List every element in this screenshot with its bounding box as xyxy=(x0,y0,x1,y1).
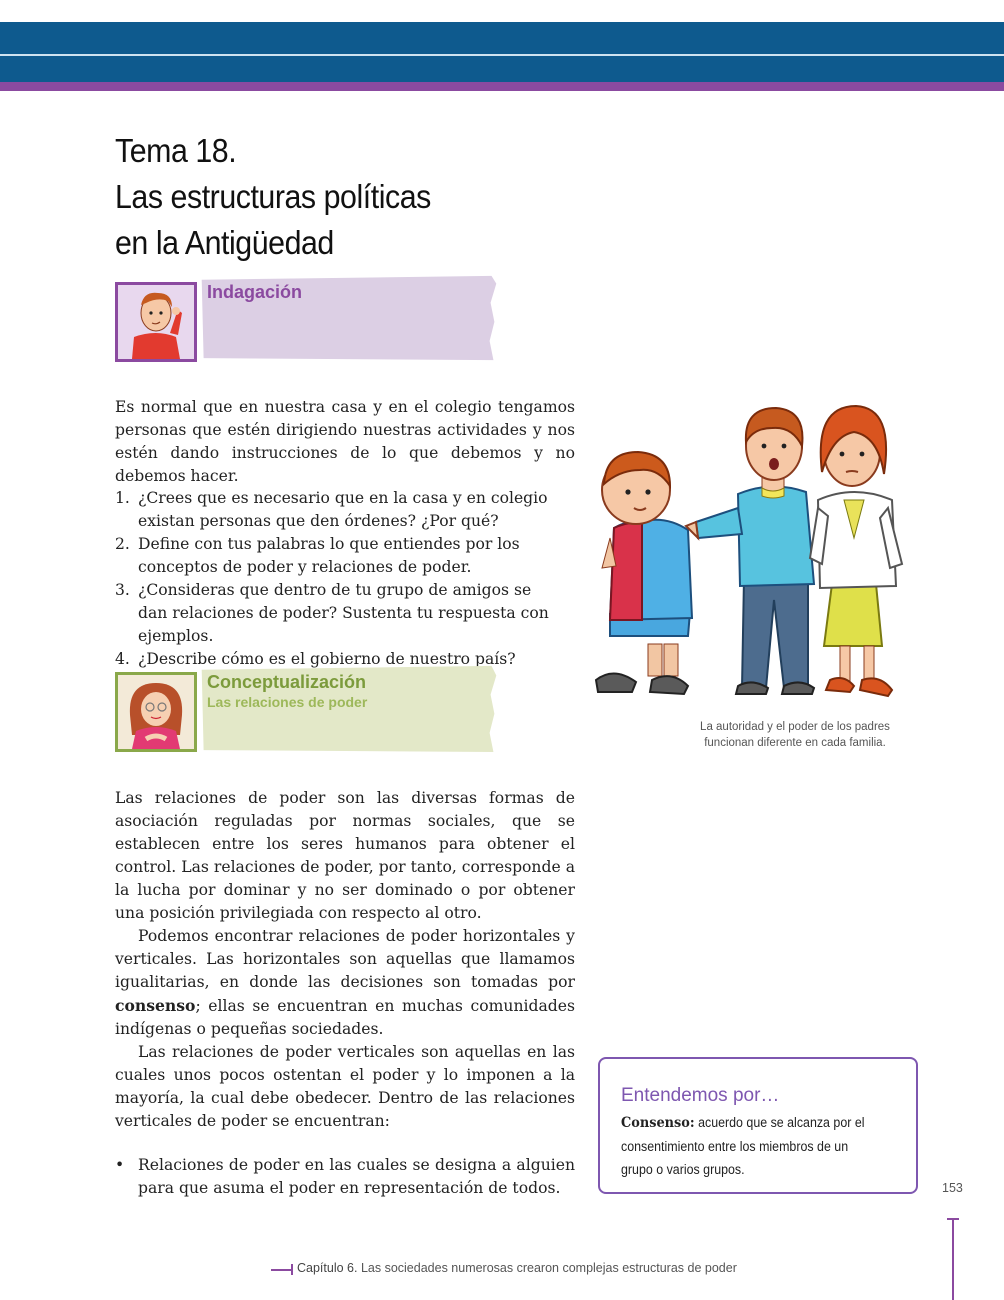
footer-chapter-title xyxy=(297,1261,737,1275)
definition-title: Entendemos por… xyxy=(621,1085,780,1106)
concept-paragraph-2-end: ; ellas se encuentran en muchas comunidades indígenas o pequeñas sociedades. xyxy=(115,997,575,1038)
indagacion-section xyxy=(115,274,515,370)
list-item xyxy=(115,533,565,579)
teacher-girl-icon xyxy=(118,675,194,749)
bullet-list xyxy=(115,1154,575,1200)
family-illustration-icon xyxy=(592,388,928,710)
conceptualizacion-subheading: Las relaciones de poder xyxy=(207,694,368,710)
intro-text: Es normal que en nuestra casa y en el colegio tengamos personas que estén dirigiendo nuestras actividades y nos estén dando instrucciones de lo que debemos y no debemos hacer. xyxy=(115,398,575,485)
caption-line-1: La autoridad y el poder de los padres xyxy=(700,721,890,733)
question-text: ¿Crees que es necesario que en la casa y en colegio existan personas que den órdenes? ¿Por qué? xyxy=(138,489,548,530)
intro-paragraph xyxy=(115,396,575,488)
page-title xyxy=(115,128,538,266)
definition-text xyxy=(621,1111,879,1181)
question-number: 2. xyxy=(115,535,130,553)
question-text: Define con tus palabras lo que entiendes por los conceptos de poder y relaciones de poder. xyxy=(138,535,520,576)
title-line-2: Las estructuras políticas xyxy=(115,178,431,215)
header-band-middle xyxy=(0,56,1004,82)
definition-box xyxy=(598,1057,918,1194)
question-text: ¿Describe cómo es el gobierno de nuestro país? xyxy=(138,650,516,668)
questions-list xyxy=(115,487,565,671)
consenso-term: consenso xyxy=(115,996,196,1015)
image-caption xyxy=(660,719,930,751)
conceptualizacion-heading: Conceptualización xyxy=(207,672,367,692)
page-number: 153 xyxy=(942,1181,963,1195)
concept-paragraph-3: Las relaciones de poder verticales son aquellas en las cuales unos pocos ostentan el poder y lo imponen a la mayoría, la cual debe obedecer. Dentro de las relaciones verticales de poder se encuentran: xyxy=(115,1043,575,1130)
indagacion-avatar xyxy=(115,282,197,362)
concept-text-block xyxy=(115,787,575,1133)
indagacion-heading: Indagación xyxy=(207,282,303,302)
footer-text: Las sociedades numerosas crearon complejas estructuras de poder xyxy=(360,1261,737,1275)
margin-rule xyxy=(952,1218,954,1300)
header-band-purple xyxy=(0,82,1004,91)
conceptualizacion-section xyxy=(115,664,515,760)
footer-chapter: Capítulo 6. xyxy=(297,1261,358,1275)
definition-term: Consenso: xyxy=(621,1115,695,1131)
list-item xyxy=(115,1154,575,1200)
thinking-boy-icon xyxy=(118,285,194,359)
concept-paragraph-2 xyxy=(115,925,575,1041)
bullet-marker: • xyxy=(115,1156,125,1174)
title-line-3: en la Antigüedad xyxy=(115,224,334,261)
footer-rule-tick xyxy=(291,1264,293,1275)
question-number: 3. xyxy=(115,581,130,599)
father-figure xyxy=(686,408,814,694)
question-number: 1. xyxy=(115,489,130,507)
concept-paragraph-2-start: Podemos encontrar relaciones de poder horizontales y verticales. Las horizontales son aquellas que llamamos igualitarias, en donde las decisiones son tomadas por xyxy=(115,927,575,991)
question-number: 4. xyxy=(115,650,130,668)
mother-figure xyxy=(810,406,902,696)
header-band-top xyxy=(0,22,1004,54)
definition-body: acuerdo que se alcanza por el consentimiento entre los miembros de un grupo o varios grupos. xyxy=(621,1115,865,1177)
list-item xyxy=(115,579,565,648)
bullet-text: Relaciones de poder en las cuales se designa a alguien para que asuma el poder en representación de todos. xyxy=(138,1156,575,1197)
list-item xyxy=(115,487,565,533)
question-text: ¿Consideras que dentro de tu grupo de amigos se dan relaciones de poder? Sustenta tu respuesta con ejemplos. xyxy=(138,581,549,645)
concept-paragraph-1: Las relaciones de poder son las diversas formas de asociación reguladas por normas sociales, que se establecen entre los seres humanos para obtener el control. Las relaciones de poder, por tanto, corresponde a la lucha por dominar y no ser dominado o por obtener una posición privilegiada con respecto al otro. xyxy=(115,789,575,922)
conceptualizacion-avatar xyxy=(115,672,197,752)
boy-figure xyxy=(596,452,692,694)
caption-line-2: funcionan diferente en cada familia. xyxy=(704,737,886,749)
title-line-1: Tema 18. xyxy=(115,132,237,169)
footer-rule xyxy=(271,1269,293,1271)
